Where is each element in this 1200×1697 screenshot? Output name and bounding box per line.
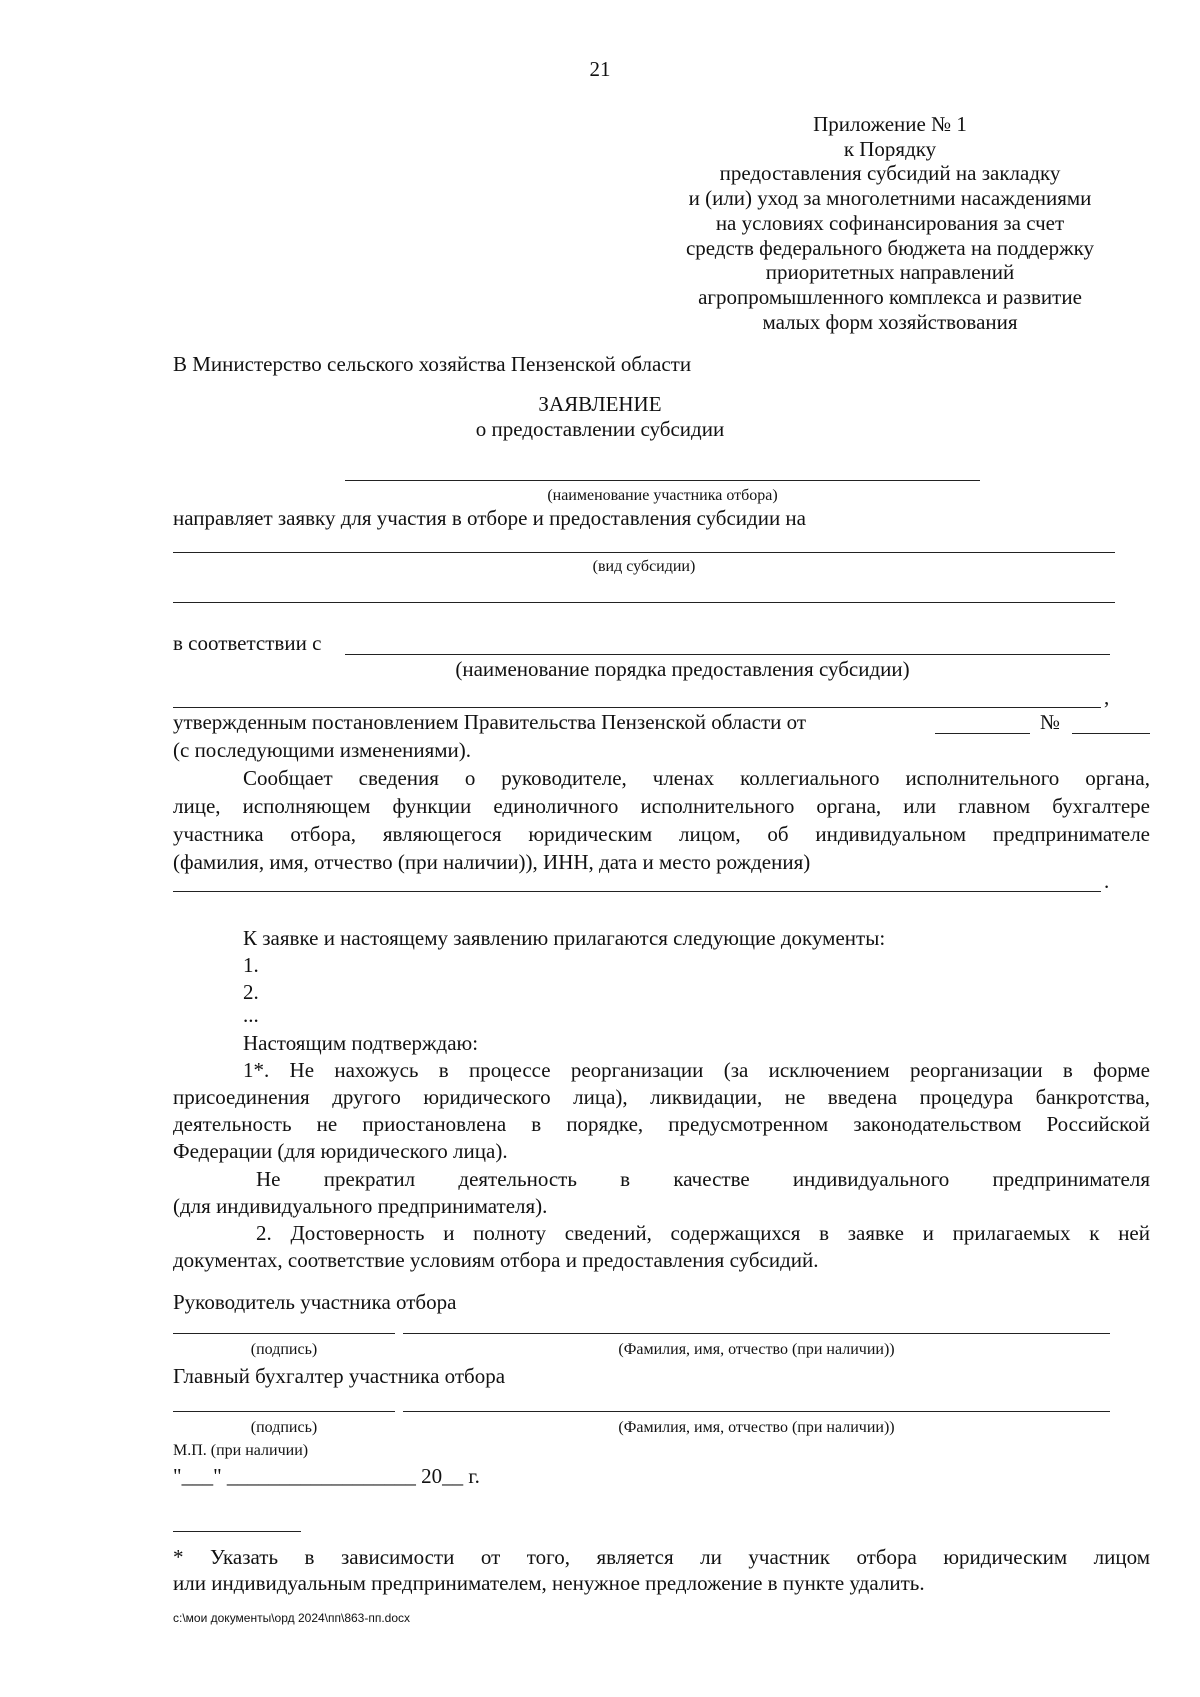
- info-line: участника отбора, являющегося юридическим лицом, об индивидуальном предпринимателе: [173, 822, 1150, 846]
- subsidy-type-caption: (вид субсидии): [592, 558, 696, 575]
- appendix-line: малых форм хозяйствования: [762, 309, 1018, 334]
- appendix-header: [640, 112, 1140, 334]
- head-signature-field[interactable]: [173, 1333, 395, 1334]
- footnote-line: или индивидуальным предпринимателем, ненужное предложение в пункте удалить.: [173, 1571, 925, 1595]
- info-line: лице, исполняющем функции единоличного исполнительного органа, или главном бухгалтере: [173, 794, 1150, 818]
- document-title: ЗАЯВЛЕНИЕ: [538, 392, 662, 416]
- request-line: направляет заявку для участия в отборе и предоставления субсидии на: [173, 506, 806, 530]
- confirmation-line: Федерации (для юридического лица).: [173, 1139, 508, 1163]
- comma: ,: [1104, 685, 1110, 709]
- addressee: В Министерство сельского хозяйства Пензенской области: [173, 352, 692, 376]
- footnote-separator: [173, 1531, 301, 1532]
- confirmation-line: деятельность не приостановлена в порядке, предусмотренном законодательством Российской: [173, 1112, 1150, 1136]
- document-subtitle: о предоставлении субсидии: [475, 417, 725, 441]
- order-name-caption: (наименование порядка предоставления субсидии): [455, 657, 910, 681]
- confirmation-heading: Настоящим подтверждаю:: [243, 1031, 479, 1055]
- attachment-item: 1.: [243, 953, 259, 977]
- signature-caption: (подпись): [250, 1419, 318, 1436]
- appendix-line: приоритетных направлений: [765, 260, 1015, 285]
- amendments-text: (с последующими изменениями).: [173, 738, 472, 762]
- approved-by-text: утвержденным постановлением Правительства Пензенской области от: [173, 710, 807, 734]
- subsidy-type-field-2[interactable]: [173, 602, 1115, 603]
- signature-caption: (подпись): [250, 1341, 318, 1358]
- confirmation-accuracy-line: 2. Достоверность и полноту сведений, содержащихся в заявке и прилагаемых к ней: [256, 1221, 1150, 1245]
- order-name-field[interactable]: [345, 654, 1110, 655]
- head-label: Руководитель участника отбора: [173, 1290, 457, 1314]
- appendix-line: Приложение № 1: [813, 112, 967, 136]
- info-line: Сообщает сведения о руководителе, членах коллегиального исполнительного органа,: [243, 766, 1150, 790]
- head-name-field[interactable]: [403, 1333, 1110, 1334]
- appendix-line: предоставления субсидий на закладку: [719, 161, 1061, 186]
- info-field[interactable]: [173, 891, 1101, 892]
- period: .: [1104, 869, 1110, 893]
- confirmation-line: присоединения другого юридического лица), ликвидации, не введена процедура банкротства,: [173, 1085, 1150, 1109]
- file-path: c:\мои документы\орд 2024\пп\863-пп.docx: [173, 1611, 411, 1625]
- number-sign: №: [1040, 710, 1061, 734]
- confirmation-ip-line: (для индивидуального предпринимателя).: [173, 1194, 548, 1218]
- appendix-line: и (или) уход за многолетними насаждениями: [688, 186, 1092, 211]
- approval-date-field[interactable]: [935, 733, 1030, 734]
- participant-name-field[interactable]: [345, 480, 980, 481]
- order-name-field-2[interactable]: [173, 707, 1101, 708]
- appendix-line: средств федерального бюджета на поддержку: [685, 235, 1095, 260]
- participant-name-caption: (наименование участника отбора): [547, 487, 778, 504]
- page-number: 21: [589, 57, 611, 81]
- confirmation-line: 1*. Не нахожусь в процессе реорганизации (за исключением реорганизации в форме: [243, 1058, 1150, 1082]
- in-accordance-label: в соответствии с: [173, 631, 322, 655]
- footnote-line: * Указать в зависимости от того, является ли участник отбора юридическим лицом: [173, 1545, 1150, 1569]
- attachments-intro: К заявке и настоящему заявлению прилагаются следующие документы:: [243, 926, 886, 950]
- name-caption: (Фамилия, имя, отчество (при наличии)): [618, 1419, 895, 1436]
- accountant-name-field[interactable]: [403, 1411, 1110, 1412]
- appendix-line: на условиях софинансирования за счет: [715, 210, 1065, 235]
- attachment-item: 2.: [243, 980, 259, 1004]
- attachment-item: ...: [243, 1003, 259, 1027]
- appendix-line: к Порядку: [843, 136, 937, 161]
- name-caption: (Фамилия, имя, отчество (при наличии)): [618, 1341, 895, 1358]
- appendix-line: агропромышленного комплекса и развитие: [698, 284, 1082, 309]
- subsidy-type-field[interactable]: [173, 552, 1115, 553]
- accountant-signature-field[interactable]: [173, 1411, 395, 1412]
- accountant-label: Главный бухгалтер участника отбора: [173, 1364, 506, 1388]
- confirmation-accuracy-line: документах, соответствие условиям отбора и предоставления субсидий.: [173, 1248, 819, 1272]
- approval-number-field[interactable]: [1072, 733, 1150, 734]
- confirmation-ip-line: Не прекратил деятельность в качестве индивидуального предпринимателя: [256, 1167, 1150, 1191]
- date-line[interactable]: "___" __________________ 20__ г.: [173, 1464, 480, 1488]
- seal-text: М.П. (при наличии): [173, 1442, 309, 1459]
- info-line: (фамилия, имя, отчество (при наличии)), ИНН, дата и место рождения): [173, 850, 811, 874]
